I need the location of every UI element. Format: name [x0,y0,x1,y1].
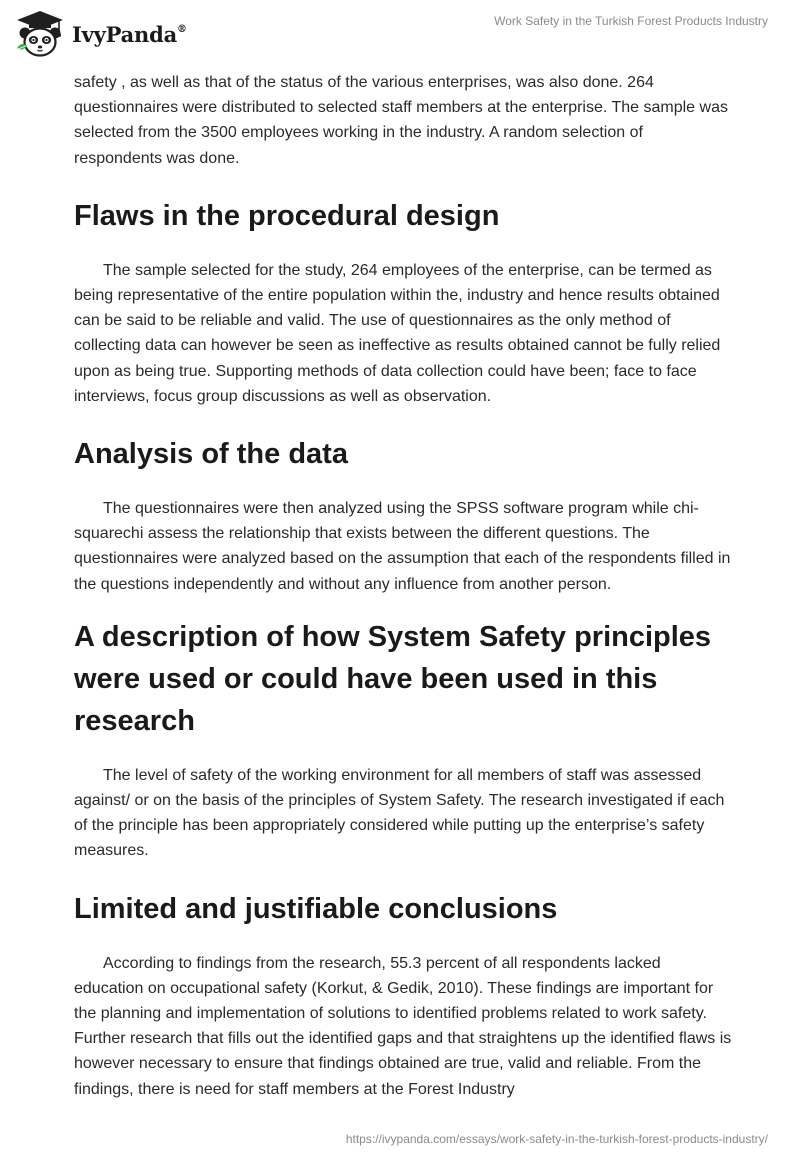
page-header [0,0,800,72]
registered-mark: ® [177,23,187,35]
section-heading-conclusions: Limited and justifiable conclusions [74,892,558,925]
intro-paragraph: safety , as well as that of the status of the various enterprises, was also done. 264 questionnaires were distributed to selected staff members at the enterprise. The sample was selected from the 3500 employees working in the industry. A random selection of respondents was done. [74,74,728,167]
section-heading-flaws: Flaws in the procedural design [74,199,500,232]
brand-logo[interactable] [14,8,187,60]
brand-name: IvyPanda® [72,21,187,47]
section-paragraph-analysis: The questionnaires were then analyzed using the SPSS software program while chi- squarechi assess the relationship that exists between the different questions. The questionnaires were analyzed based on the assumption that each of the respondents filled in the questions independently and without any influence from another person. [74,500,731,593]
section-paragraph-flaws: The sample selected for the study, 264 employees of the enterprise, can be termed as being representative of the entire population within the, industry and hence results obtained can be said to be reliable and valid. The use of questionnaires as the only method of collecting data can however be seen as ineffective as results obtained cannot be fully relied upon as being true. Supporting methods of data collection could have been; face to face interviews, focus group discussions as well as observation. [74,261,721,405]
source-url[interactable]: https://ivypanda.com/essays/work-safety-in-the-turkish-forest-products-industry/ [345,1132,768,1146]
panda-graduate-icon [14,8,66,60]
section-paragraph-system-safety: The level of safety of the working environment for all members of staff was assessed against/ or on the basis of the principles of System Safety. The research investigated if each of the principle has been appropriately considered while putting up the enterprise’s safety measures. [74,766,725,860]
section-heading-system-safety: A description of how System Safety principles were used or could have been used in this research [74,620,712,737]
section-heading-analysis: Analysis of the data [74,438,348,471]
article-body [74,70,734,1102]
section-paragraph-conclusions: According to findings from the research, 55.3 percent of all respondents lacked education on occupational safety (Korkut, & Gedik, 2010). These findings are important for the planning and implementation of solutions to identified problems related to work safety. Further research that fills out the identified gaps and that straightens up the identified flaws is however necessary to ensure that findings obtained are true, valid and reliable. From the findings, there is need for staff members at the Forest Industry [74,954,732,1098]
document-title: Work Safety in the Turkish Forest Products Industry [494,14,768,28]
